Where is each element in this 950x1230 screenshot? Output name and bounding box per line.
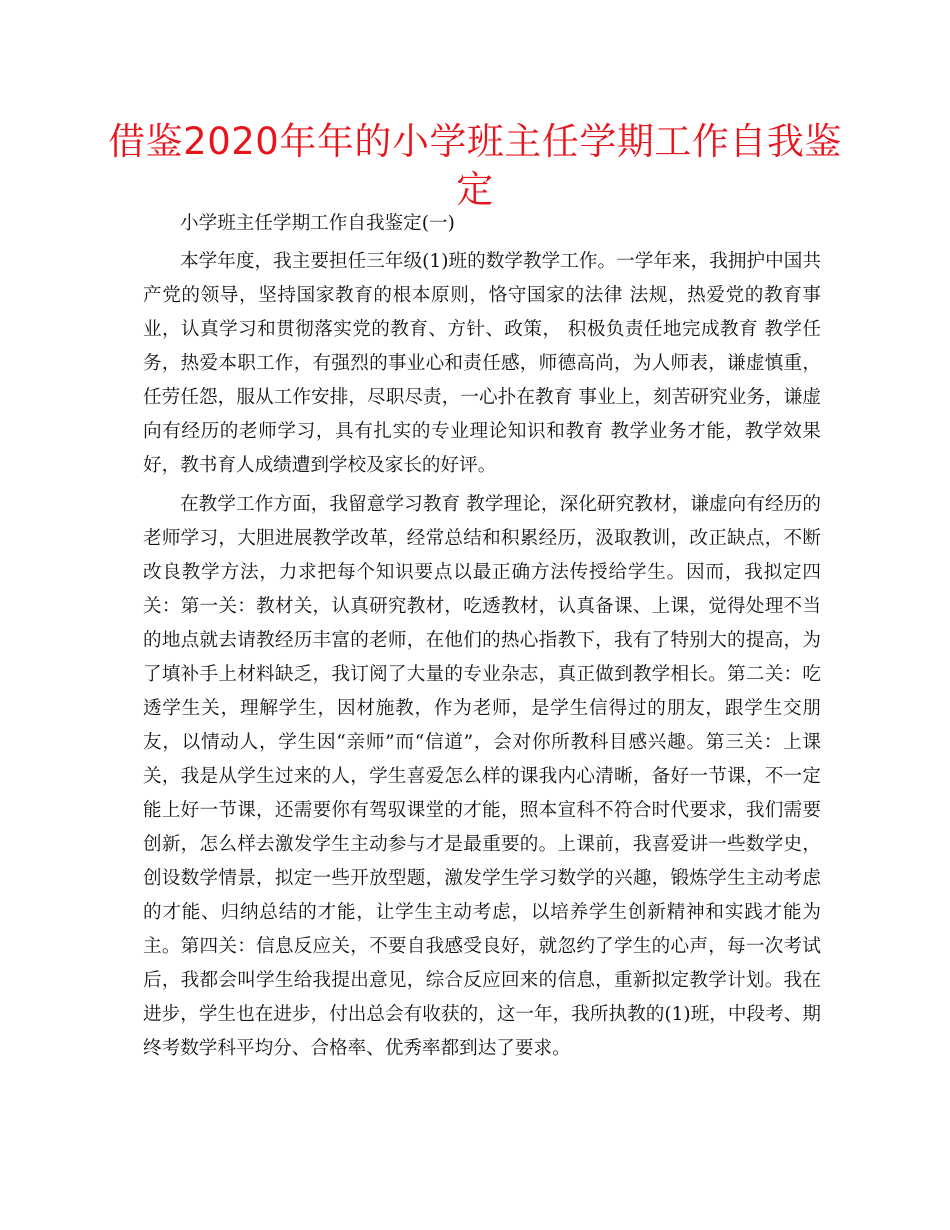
paragraph-1: 本学年度，我主要担任三年级(1)班的数学教学工作。一学年来，我拥护中国共产党的领导，坚持国家教育的根本原则，恪守国家的法律 法规，热爱党的教育事业，认真学习和贯彻落实党的教育、方针、政策， 积极负责任地完成教育 教学任务，热爱本职工作，有强烈的事业心和责任感，师德高尚，为人师表，谦虚慎重，任劳任怨，服从工作安排，尽职尽责，一心扑在教育 事业上，刻苦研究业务，谦虚向有经历的老师学习，具有扎实的专业理论知识和教育 教学业务才能，教学效果好，教书育人成绩遭到学校及家长的好评。: [143, 251, 821, 476]
document-body: [143, 207, 821, 1066]
section-subtitle: 小学班主任学期工作自我鉴定(一): [180, 213, 455, 234]
document-title: 借鉴2020年年的小学班主任学期工作自我鉴定: [108, 120, 842, 211]
paragraph-2: 在教学工作方面，我留意学习教育 教学理论，深化研究教材，谦虚向有经历的老师学习，大胆进展教学改革，经常总结和积累经历，汲取教训，改正缺点，不断改良教学方法，力求把每个知识要点以最正确方法传授给学生。因而，我拟定四关：第一关：教材关，认真研究教材，吃透教材，认真备课、上课，觉得处理不当的地点就去请教经历丰富的老师，在他们的热心指教下，我有了特别大的提高，为了填补手上材料缺乏，我订阅了大量的专业杂志，真正做到教学相长。第二关：吃透学生关，理解学生，因材施教，作为老师，是学生信得过的朋友，跟学生交朋友，以情动人，学生因“亲师”而“信道”，会对你所教科目感兴趣。第三关：上课关，我是从学生过来的人，学生喜爱怎么样的课我内心清晰，备好一节课，不一定能上好一节课，还需要你有驾驭课堂的才能，照本宣科不符合时代要求，我们需要创新，怎么样去激发学生主动参与才是最重要的。上课前，我喜爱讲一些数学史，创设数学情景，拟定一些开放型题，激发学生学习数学的兴趣，锻炼学生主动考虑的才能、归纳总结的才能，让学生主动考虑，以培养学生创新精神和实践才能为主。第四关：信息反应关，不要自我感受良好，就忽约了学生的心声，每一次考试 后，我都会叫学生给我提出意见，综合反应回来的信息，重新拟定教学计划。我在进步，学生也在进步，付出总会有收获的，这一年，我所执教的(1)班，中段考、期终考数学科平均分、合格率、优秀率都到达了要求。: [143, 494, 821, 1059]
